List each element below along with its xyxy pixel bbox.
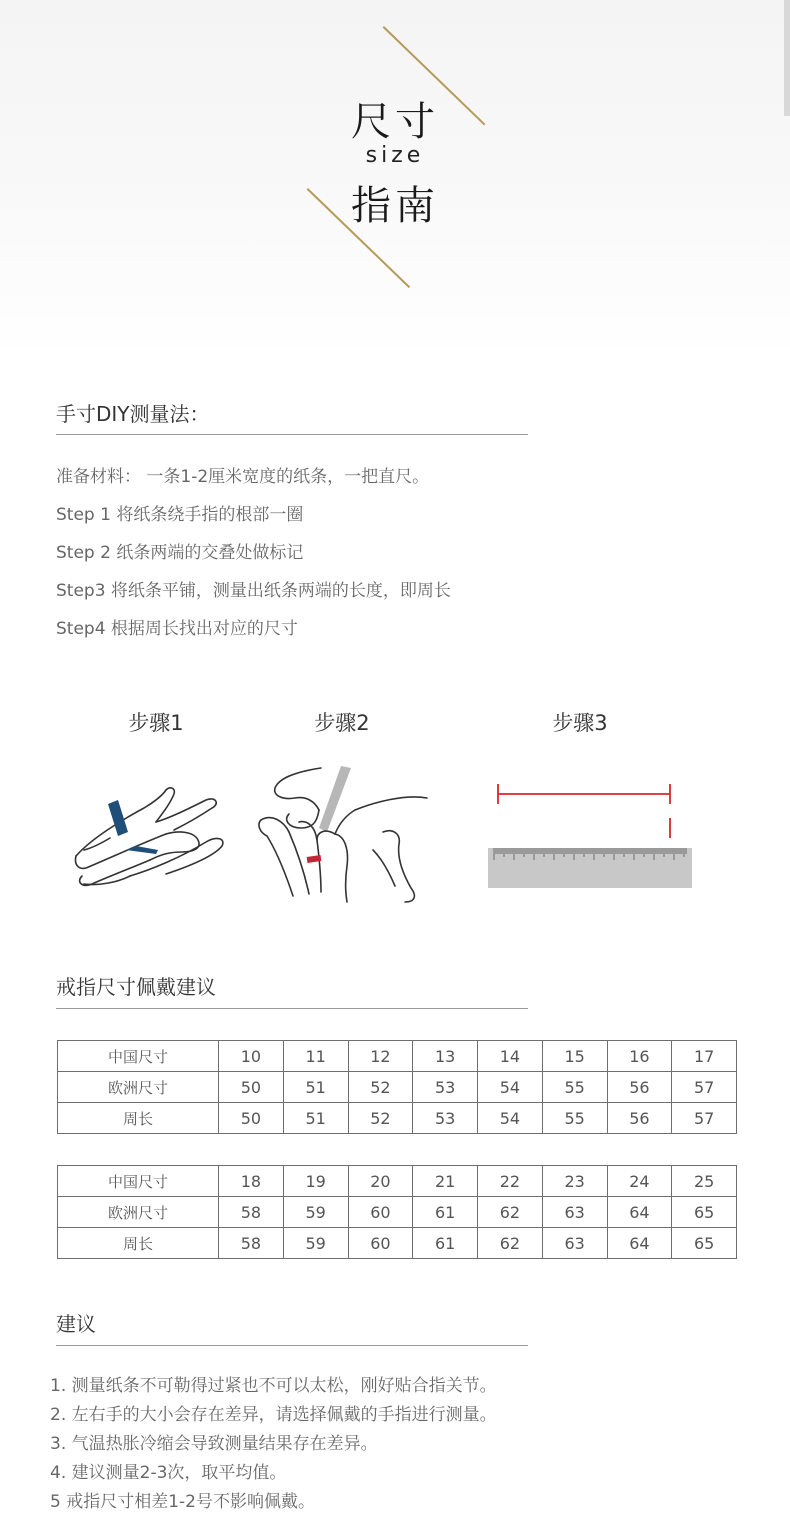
table-cell: 14: [478, 1041, 543, 1072]
hand-with-tape-illustration: [70, 778, 230, 890]
title-english: size: [365, 143, 425, 168]
table-row: [58, 1103, 737, 1134]
table-cell: 54: [478, 1072, 543, 1103]
table-cell: 22: [478, 1166, 543, 1197]
diy-section-title: 手寸DIY测量法：: [56, 402, 210, 426]
table-cell: 18: [219, 1166, 284, 1197]
table-cell: 55: [542, 1103, 607, 1134]
step2-label: 步骤2: [314, 711, 370, 735]
table-cell: 61: [413, 1197, 478, 1228]
step1-label: 步骤1: [128, 711, 184, 735]
table-cell: 53: [413, 1072, 478, 1103]
table-cell: 19: [283, 1166, 348, 1197]
table-row: [58, 1197, 737, 1228]
table-cell: 16: [607, 1041, 672, 1072]
advice-item-5: 5 戒指尺寸相差1-2号不影响佩戴。: [50, 1492, 315, 1512]
advice-section-divider: [56, 1345, 528, 1346]
table-row: [58, 1041, 737, 1072]
table-cell: 65: [672, 1197, 737, 1228]
row-header: 欧洲尺寸: [58, 1197, 219, 1228]
table-cell: 59: [283, 1228, 348, 1259]
table-row: [58, 1072, 737, 1103]
row-header: 中国尺寸: [58, 1166, 219, 1197]
table-cell: 21: [413, 1166, 478, 1197]
table-cell: 64: [607, 1197, 672, 1228]
step1-line: Step 1 将纸条绕手指的根部一圈: [56, 505, 304, 525]
table-cell: 63: [542, 1228, 607, 1259]
row-header: 中国尺寸: [58, 1041, 219, 1072]
table-cell: 10: [219, 1041, 284, 1072]
table-cell: 51: [283, 1072, 348, 1103]
table-cell: 62: [478, 1228, 543, 1259]
step2-line: Step 2 纸条两端的交叠处做标记: [56, 543, 304, 563]
table-cell: 65: [672, 1228, 737, 1259]
table-cell: 50: [219, 1072, 284, 1103]
advice-item-1: 1. 测量纸条不可勒得过紧也不可以太松，刚好贴合指关节。: [50, 1376, 497, 1396]
row-header: 周长: [58, 1103, 219, 1134]
advice-item-3: 3. 气温热胀冷缩会导致测量结果存在差异。: [50, 1434, 378, 1454]
table-cell: 13: [413, 1041, 478, 1072]
table-cell: 58: [219, 1228, 284, 1259]
size-section-title: 戒指尺寸佩戴建议: [56, 975, 216, 999]
table-cell: 55: [542, 1072, 607, 1103]
table-cell: 52: [348, 1072, 413, 1103]
table-cell: 57: [672, 1103, 737, 1134]
table-cell: 52: [348, 1103, 413, 1134]
row-header: 欧洲尺寸: [58, 1072, 219, 1103]
table-cell: 64: [607, 1228, 672, 1259]
table-cell: 24: [607, 1166, 672, 1197]
diy-section-divider: [56, 434, 528, 435]
table-cell: 59: [283, 1197, 348, 1228]
table-cell: 61: [413, 1228, 478, 1259]
ruler-measure-illustration: [486, 780, 694, 892]
size-table-2: [57, 1165, 737, 1259]
advice-item-4: 4. 建议测量2-3次，取平均值。: [50, 1463, 287, 1483]
table-cell: 50: [219, 1103, 284, 1134]
table-cell: 60: [348, 1228, 413, 1259]
table-cell: 20: [348, 1166, 413, 1197]
table-row: [58, 1166, 737, 1197]
step3-line: Step3 将纸条平铺，测量出纸条两端的长度，即周长: [56, 581, 451, 601]
step4-line: Step4 根据周长找出对应的尺寸: [56, 619, 298, 639]
table-cell: 60: [348, 1197, 413, 1228]
table-cell: 53: [413, 1103, 478, 1134]
size-table-1: [57, 1040, 737, 1134]
title-chinese-bottom: 指南: [351, 183, 439, 229]
table-cell: 17: [672, 1041, 737, 1072]
table-cell: 15: [542, 1041, 607, 1072]
table-cell: 56: [607, 1072, 672, 1103]
table-cell: 57: [672, 1072, 737, 1103]
table-cell: 12: [348, 1041, 413, 1072]
table-cell: 54: [478, 1103, 543, 1134]
table-cell: 11: [283, 1041, 348, 1072]
pen-marking-illustration: [255, 762, 435, 904]
table-cell: 56: [607, 1103, 672, 1134]
table-cell: 58: [219, 1197, 284, 1228]
table-row: [58, 1228, 737, 1259]
table-cell: 62: [478, 1197, 543, 1228]
table-cell: 51: [283, 1103, 348, 1134]
row-header: 周长: [58, 1228, 219, 1259]
advice-item-2: 2. 左右手的大小会存在差异，请选择佩戴的手指进行测量。: [50, 1405, 497, 1425]
advice-section-title: 建议: [56, 1312, 96, 1336]
step3-label: 步骤3: [552, 711, 608, 735]
table-cell: 23: [542, 1166, 607, 1197]
title-chinese-top: 尺寸: [351, 99, 439, 145]
edge-bar: [784, 0, 790, 116]
materials-line: 准备材料： 一条1-2厘米宽度的纸条，一把直尺。: [56, 467, 430, 487]
size-section-divider: [56, 1008, 528, 1009]
table-cell: 25: [672, 1166, 737, 1197]
table-cell: 63: [542, 1197, 607, 1228]
